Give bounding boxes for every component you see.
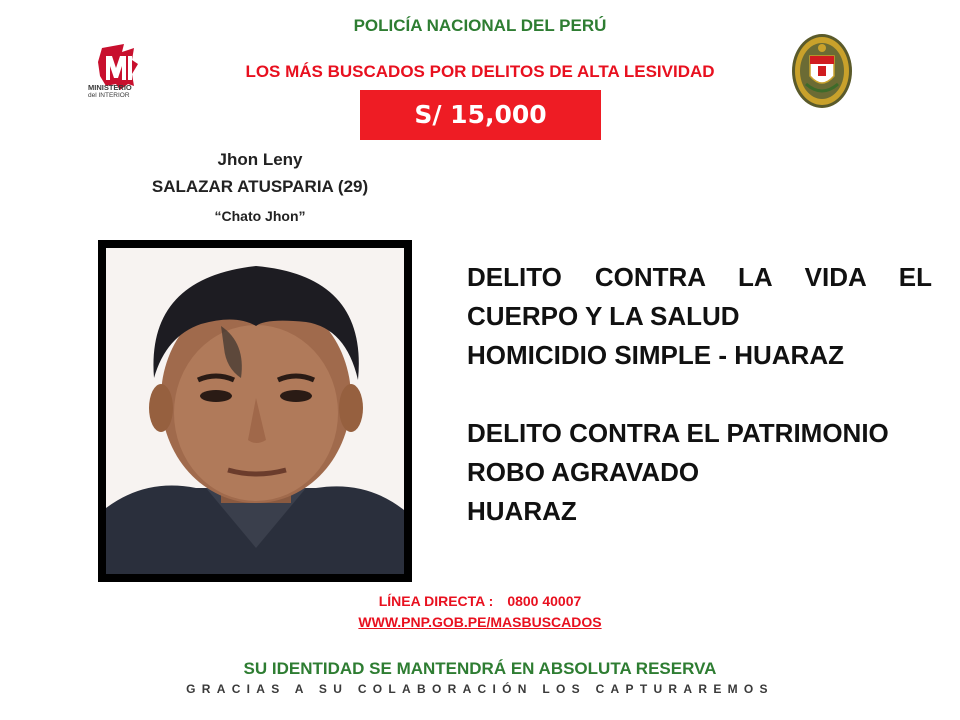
suspect-photo-frame (98, 240, 412, 582)
person-alias: “Chato Jhon” (214, 208, 306, 224)
ministry-caption-line1: MINISTERIO (88, 83, 132, 92)
anonymity-notice: SU IDENTIDAD SE MANTENDRÁ EN ABSOLUTA RESERVA (243, 659, 717, 678)
ministry-caption-line2: del INTERIOR (88, 92, 130, 99)
website-link[interactable]: WWW.PNP.GOB.PE/MASBUSCADOS (358, 614, 602, 630)
person-first-name: Jhon Leny (217, 150, 303, 169)
crime-line-1: DELITO CONTRA LA VIDA EL CUERPO Y LA SALUD (467, 262, 932, 331)
ministry-caption (88, 84, 158, 100)
poster-subtitle: LOS MÁS BUSCADOS POR DELITOS DE ALTA LESIVIDAD (245, 62, 715, 81)
person-last-name-age: SALAZAR ATUSPARIA (29) (151, 177, 369, 196)
agency-title: POLICÍA NACIONAL DEL PERÚ (353, 16, 607, 35)
hotline-label: LÍNEA DIRECTA : (378, 593, 494, 609)
crime-line-5: HUARAZ (467, 496, 577, 526)
crime-line-4: ROBO AGRAVADO (467, 457, 700, 487)
pnp-badge-emblem (790, 32, 854, 110)
crime-line-3: DELITO CONTRA EL PATRIMONIO (467, 418, 889, 448)
hotline (0, 593, 960, 609)
hotline-number[interactable]: 0800 40007 (507, 593, 582, 609)
thanks-slogan: GRACIAS A SU COLABORACIÓN LOS CAPTURAREMOS (186, 682, 774, 696)
reward-amount-banner: S/ 15,000 (360, 90, 601, 140)
crime-line-2: HOMICIDIO SIMPLE - HUARAZ (467, 340, 844, 370)
suspect-photo (106, 248, 404, 574)
